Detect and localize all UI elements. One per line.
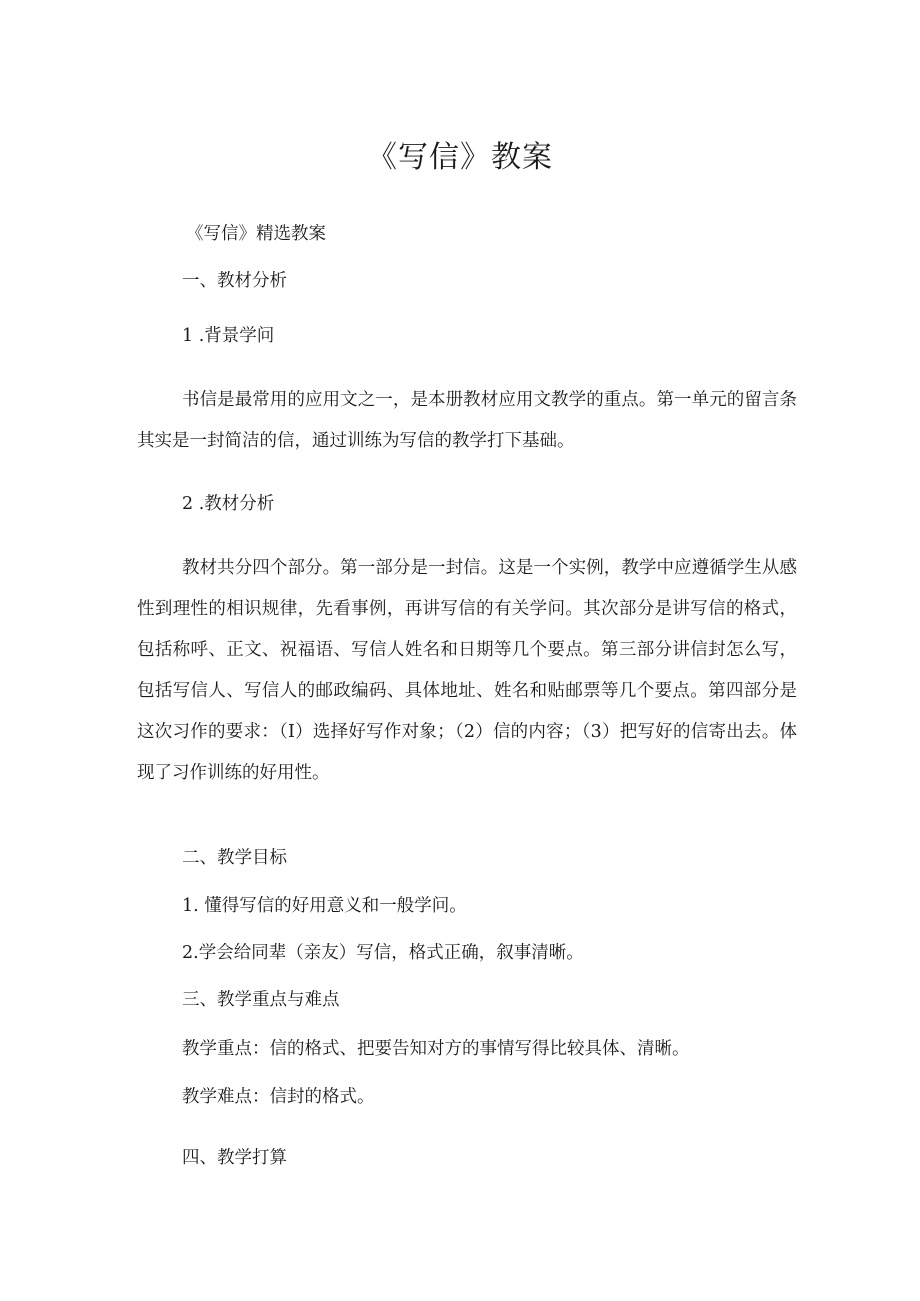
difficulty-text: 教学难点：信封的格式。 [182, 1087, 375, 1107]
section-heading-analysis: 一、教材分析 [182, 271, 287, 291]
section-heading-goals: 二、教学目标 [182, 848, 287, 868]
paragraph-material-analysis: 教材共分四个部分。第一部分是一封信。这是一个实例，教学中应遵循学生从感性到理性的相识规律，先看事例，再讲写信的有关学问。其次部分是讲写信的格式，包括称呼、正文、祝福语、写信人姓名和日期等几个要点。第三部分讲信封怎么写，包括写信人、写信人的邮政编码、具体地址、姓名和贴邮票等几个要点。第四部分是这次习作的要求：（I）选择好写作对象；（2）信的内容；（3）把写好的信寄出去。体现了习作训练的好用性。 [137, 558, 797, 783]
document-title: 《写信》教案 [367, 140, 553, 175]
subheading-material-analysis: 2 .教材分析 [182, 494, 275, 514]
section-heading-plan: 四、教学打算 [182, 1148, 287, 1168]
document-subtitle: 《写信》精选教案 [186, 224, 326, 244]
paragraph-background: 书信是最常用的应用文之一，是本册教材应用文教学的重点。第一单元的留言条其实是一封简洁的信，通过训练为写信的教学打下基础。 [137, 390, 797, 451]
goal-item-2: 2.学会给同辈（亲友）写信，格式正确，叙事清晰。 [182, 943, 584, 963]
goal-item-1: 1. 懂得写信的好用意义和一般学问。 [182, 896, 467, 916]
section-heading-key-points: 三、教学重点与难点 [182, 990, 340, 1010]
subheading-background: 1 .背景学问 [182, 326, 275, 346]
key-point-text: 教学重点：信的格式、把要告知对方的事情写得比较具体、清晰。 [182, 1039, 690, 1059]
